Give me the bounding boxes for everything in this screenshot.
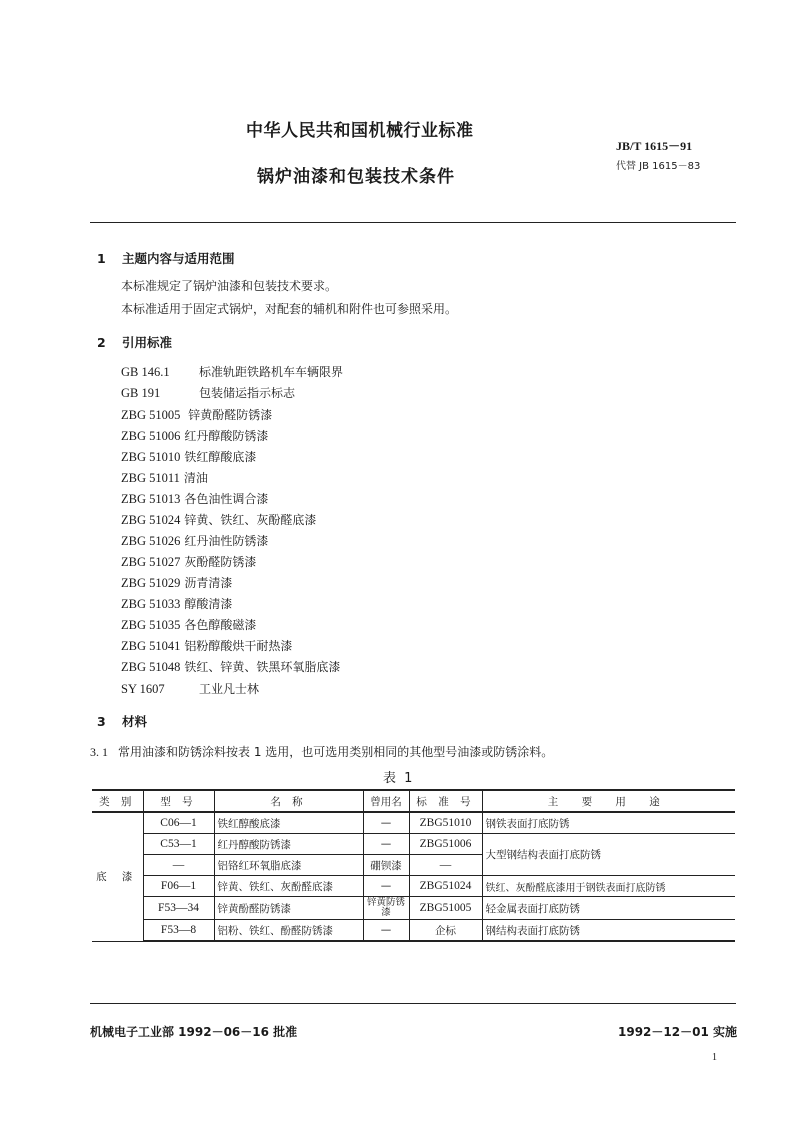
name-cell: 铝铬红环氧脂底漆 [214,855,363,876]
use-cell: 钢结构表面打底防锈 [482,920,735,942]
approval-date: 机械电子工业部 1992－06－16 批准 [90,1025,298,1039]
table-row [92,920,735,942]
reference-item: ZBG 51013 各色油性调合漆 [121,492,269,506]
reference-item: ZBG 51011 清油 [121,471,208,485]
old-name-cell: — [363,812,409,834]
col-header-name: 名 称 [214,790,363,812]
table-caption: 表 1 [383,771,415,786]
use-cell: 大型钢结构表面打底防锈 [482,834,735,876]
model-cell: C53—1 [143,834,214,855]
section-1-line-2: 本标准适用于固定式锅炉，对配套的辅机和附件也可参照采用。 [121,302,458,316]
use-cell: 钢铁表面打底防锈 [482,812,735,834]
reference-item: ZBG 51010 铁红醇酸底漆 [121,450,257,464]
reference-item: ZBG 51006 红丹醇酸防锈漆 [121,429,269,443]
standard-cell: ZBG51005 [409,897,482,920]
model-cell: — [143,855,214,876]
col-header-category: 类 别 [92,790,143,812]
old-name-cell: — [363,834,409,855]
table-header-row [92,790,735,812]
section-3-heading: 3 材料 [97,714,148,729]
old-name-cell: — [363,876,409,897]
name-cell: 红丹醇酸防锈漆 [214,834,363,855]
section-1-heading: 1 主题内容与适用范围 [97,251,235,266]
model-cell: F53—8 [143,920,214,942]
col-header-use: 主 要 用 途 [482,790,735,812]
col-header-model: 型 号 [143,790,214,812]
standard-cell: — [409,855,482,876]
section-1-line-1: 本标准规定了锅炉油漆和包装技术要求。 [121,279,338,293]
footer-rule [90,1003,736,1004]
table-row [92,897,735,920]
page-number: 1 [712,1052,717,1063]
standard-cell: ZBG51010 [409,812,482,834]
table-row [92,876,735,897]
table-row [92,834,735,855]
name-cell: 锌黄、铁红、灰酚醛底漆 [214,876,363,897]
old-name-cell: 硼钡漆 [363,855,409,876]
table-row [92,812,735,834]
name-cell: 铝粉、铁红、酚醛防锈漆 [214,920,363,942]
old-name-cell: — [363,920,409,942]
col-header-old-name: 曾用名 [363,790,409,812]
clause-3-1: 3. 1 常用油漆和防锈涂料按表 1 选用，也可选用类别相同的其他型号油漆或防锈涂料。 [90,745,554,759]
materials-table [92,789,735,942]
standard-cell: 企标 [409,920,482,942]
model-cell: C06—1 [143,812,214,834]
header-rule [90,222,736,223]
reference-item: ZBG 51029 沥青清漆 [121,576,233,590]
standard-code: JB/T 1615－91 [616,139,693,153]
reference-item: ZBG 51027 灰酚醛防锈漆 [121,555,257,569]
name-cell: 锌黄酚醛防锈漆 [214,897,363,920]
model-cell: F53—34 [143,897,214,920]
document-title: 锅炉油漆和包装技术条件 [257,167,455,187]
reference-item: GB 191 包装储运指示标志 [121,386,296,400]
col-header-standard: 标 准 号 [409,790,482,812]
old-name-cell: 锌黄防锈漆 [363,897,409,920]
name-cell: 铁红醇酸底漆 [214,812,363,834]
section-2-heading: 2 引用标准 [97,335,173,350]
replaces-code: 代替 JB 1615－83 [616,161,701,172]
standard-cell: ZBG51024 [409,876,482,897]
effective-date: 1992－12－01 实施 [618,1025,737,1039]
category-cell: 底 漆 [92,812,143,941]
reference-item: GB 146.1 标准轨距铁路机车车辆限界 [121,365,344,379]
standard-cell: ZBG51006 [409,834,482,855]
reference-item: ZBG 51026 红丹油性防锈漆 [121,534,269,548]
reference-item: ZBG 51041 铝粉醇酸烘干耐热漆 [121,639,293,653]
reference-item: SY 1607 工业凡士林 [121,682,260,696]
reference-item: ZBG 51035 各色醇酸磁漆 [121,618,257,632]
reference-item: ZBG 51033 醇酸清漆 [121,597,233,611]
reference-item: ZBG 51024 锌黄、铁红、灰酚醛底漆 [121,513,317,527]
reference-item: ZBG 51048 铁红、锌黄、铁黑环氧脂底漆 [121,660,341,674]
standard-org-title: 中华人民共和国机械行业标准 [246,121,474,141]
reference-item: ZBG 51005 锌黄酚醛防锈漆 [121,408,273,422]
model-cell: F06—1 [143,876,214,897]
use-cell: 铁红、灰酚醛底漆用于钢铁表面打底防锈 [482,876,735,897]
use-cell: 轻金属表面打底防锈 [482,897,735,920]
